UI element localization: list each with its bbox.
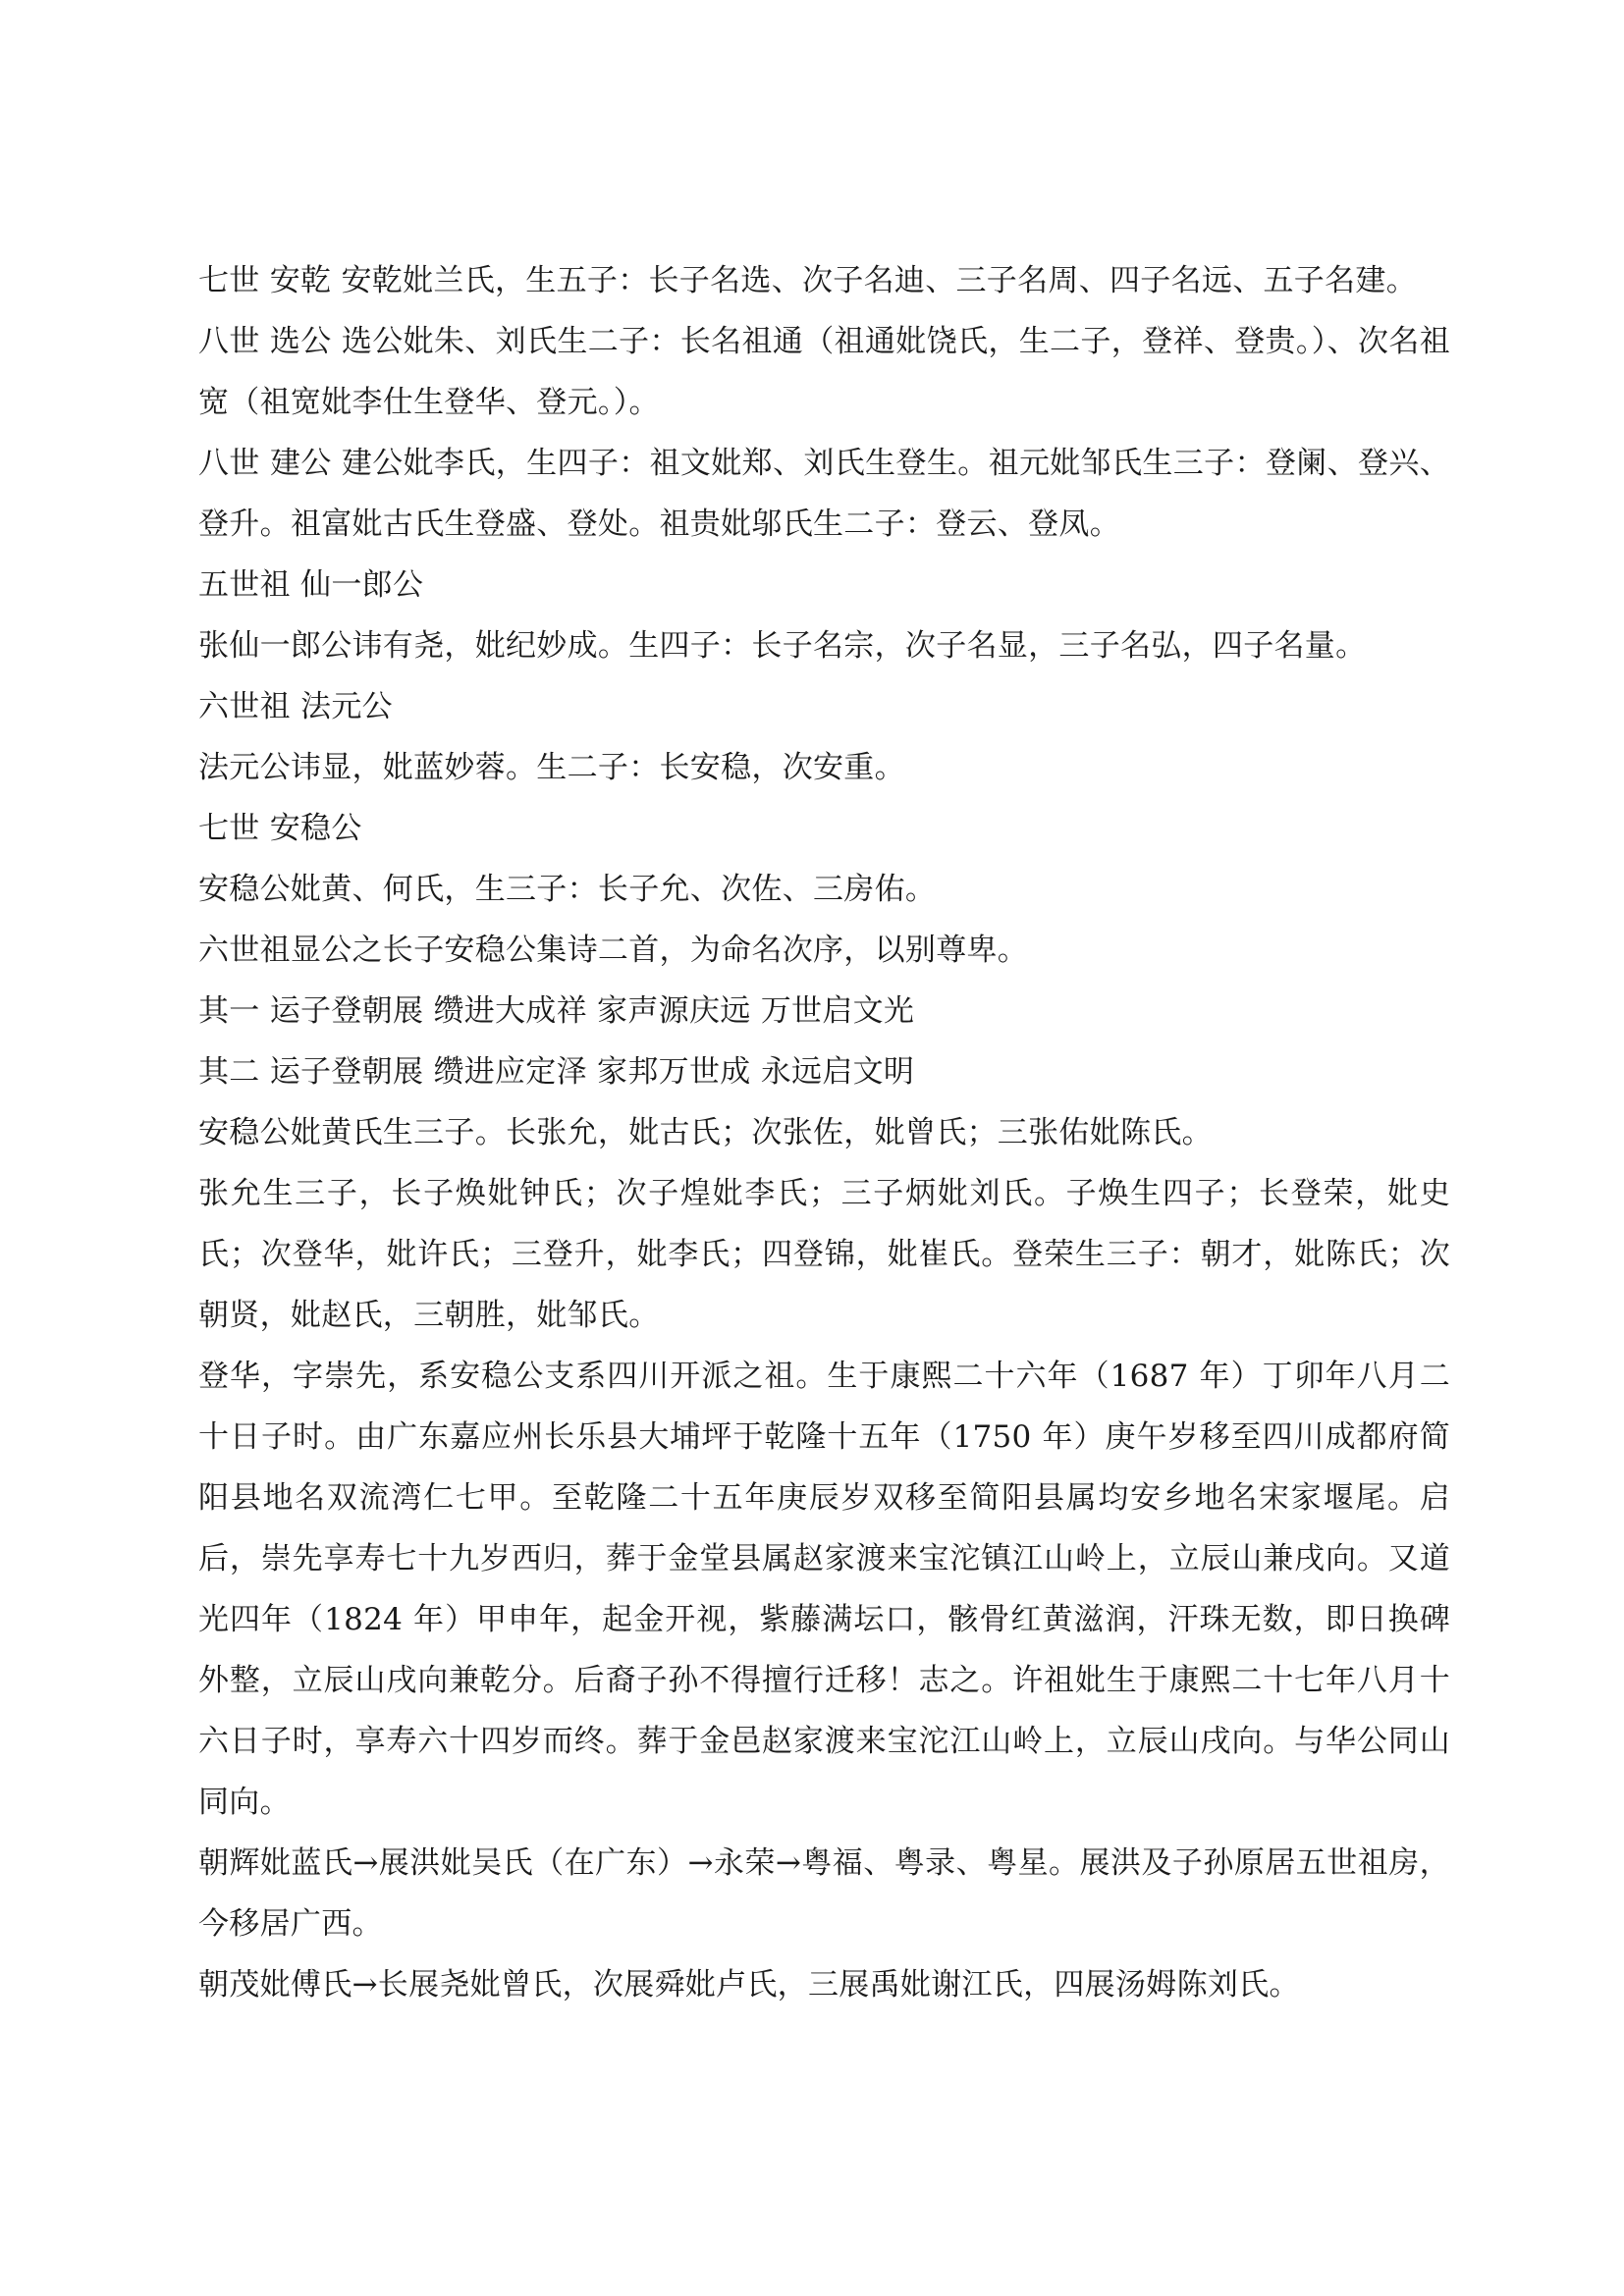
section-heading: 七世 安稳公 xyxy=(198,811,362,846)
paragraph: 登华，字崇先，系安稳公支系四川开派之祖。生于康熙二十六年（1687 年）丁卯年八月二十日子时。由广东嘉应州长乐县大埔坪于乾隆十五年（1750 年）庚午岁移至四川成都府简阳县地名双流湾仁七甲。至乾隆二十五年庚辰岁双移至简阳县属均安乡地名宋家堰尾。启后，崇先享寿七十九岁西归，葬于金堂县属赵家渡来宝沱镇江山岭上，立辰山兼戌向。又道光四年（1824 年）甲申年，起金开视，紫藤满坛口，骸骨红黄滋润，汗珠无数，即日换碑外整，立辰山戌向兼乾分。后裔子孙不得擅行迁移！志之。许祖妣生于康熙二十七年八月十六日子时，享寿六十四岁而终。葬于金邑赵家渡来宝沱江山岭上，立辰山戌向。与华公同山同向。 xyxy=(198,1359,1450,1820)
paragraph: 八世 建公 建公妣李氏，生四子：祖文妣郑、刘氏生登生。祖元妣邹氏生三子：登阑、登兴、登升。祖富妣古氏生登盛、登处。祖贵妣邬氏生二子：登云、登凤。 xyxy=(198,446,1450,542)
genealogy-text xyxy=(198,250,1450,2015)
paragraph: 朝茂妣傅氏→长展尧妣曾氏，次展舜妣卢氏，三展禹妣谢江氏，四展汤姆陈刘氏。 xyxy=(198,1967,1300,2002)
paragraph: 张仙一郎公讳有尧，妣纪妙成。生四子：长子名宗，次子名显，三子名弘，四子名量。 xyxy=(198,628,1367,664)
paragraph: 朝辉妣蓝氏→展洪妣吴氏（在广东）→永荣→粤福、粤录、粤星。展洪及子孙原居五世祖房，今移居广西。 xyxy=(198,1845,1450,1942)
paragraph: 安稳公妣黄、何氏，生三子：长子允、次佐、三房佑。 xyxy=(198,872,937,907)
section-heading: 六世祖 法元公 xyxy=(198,689,393,724)
poem-line: 其二 运子登朝展 缵进应定泽 家邦万世成 永远启文明 xyxy=(198,1054,915,1090)
paragraph: 张允生三子，长子焕妣钟氏；次子煌妣李氏；三子炳妣刘氏。子焕生四子；长登荣，妣史氏；次登华，妣许氏；三登升，妣李氏；四登锦，妣崔氏。登荣生三子：朝才，妣陈氏；次朝贤，妣赵氏，三朝胜，妣邹氏。 xyxy=(198,1176,1450,1333)
paragraph: 七世 安乾 安乾妣兰氏，生五子：长子名选、次子名迪、三子名周、四子名远、五子名建。 xyxy=(198,263,1418,298)
poem-line: 其一 运子登朝展 缵进大成祥 家声源庆远 万世启文光 xyxy=(198,993,915,1029)
paragraph: 法元公讳显，妣蓝妙蓉。生二子：长安稳，次安重。 xyxy=(198,750,905,785)
paragraph: 六世祖显公之长子安稳公集诗二首，为命名次序，以别尊卑。 xyxy=(198,933,1029,968)
section-heading: 五世祖 仙一郎公 xyxy=(198,567,424,603)
paragraph: 八世 选公 选公妣朱、刘氏生二子：长名祖通（祖通妣饶氏，生二子，登祥、登贵。）、次名祖宽（祖宽妣李仕生登华、登元。）。 xyxy=(198,324,1450,420)
paragraph: 安稳公妣黄氏生三子。长张允，妣古氏；次张佐，妣曾氏；三张佑妣陈氏。 xyxy=(198,1115,1213,1150)
